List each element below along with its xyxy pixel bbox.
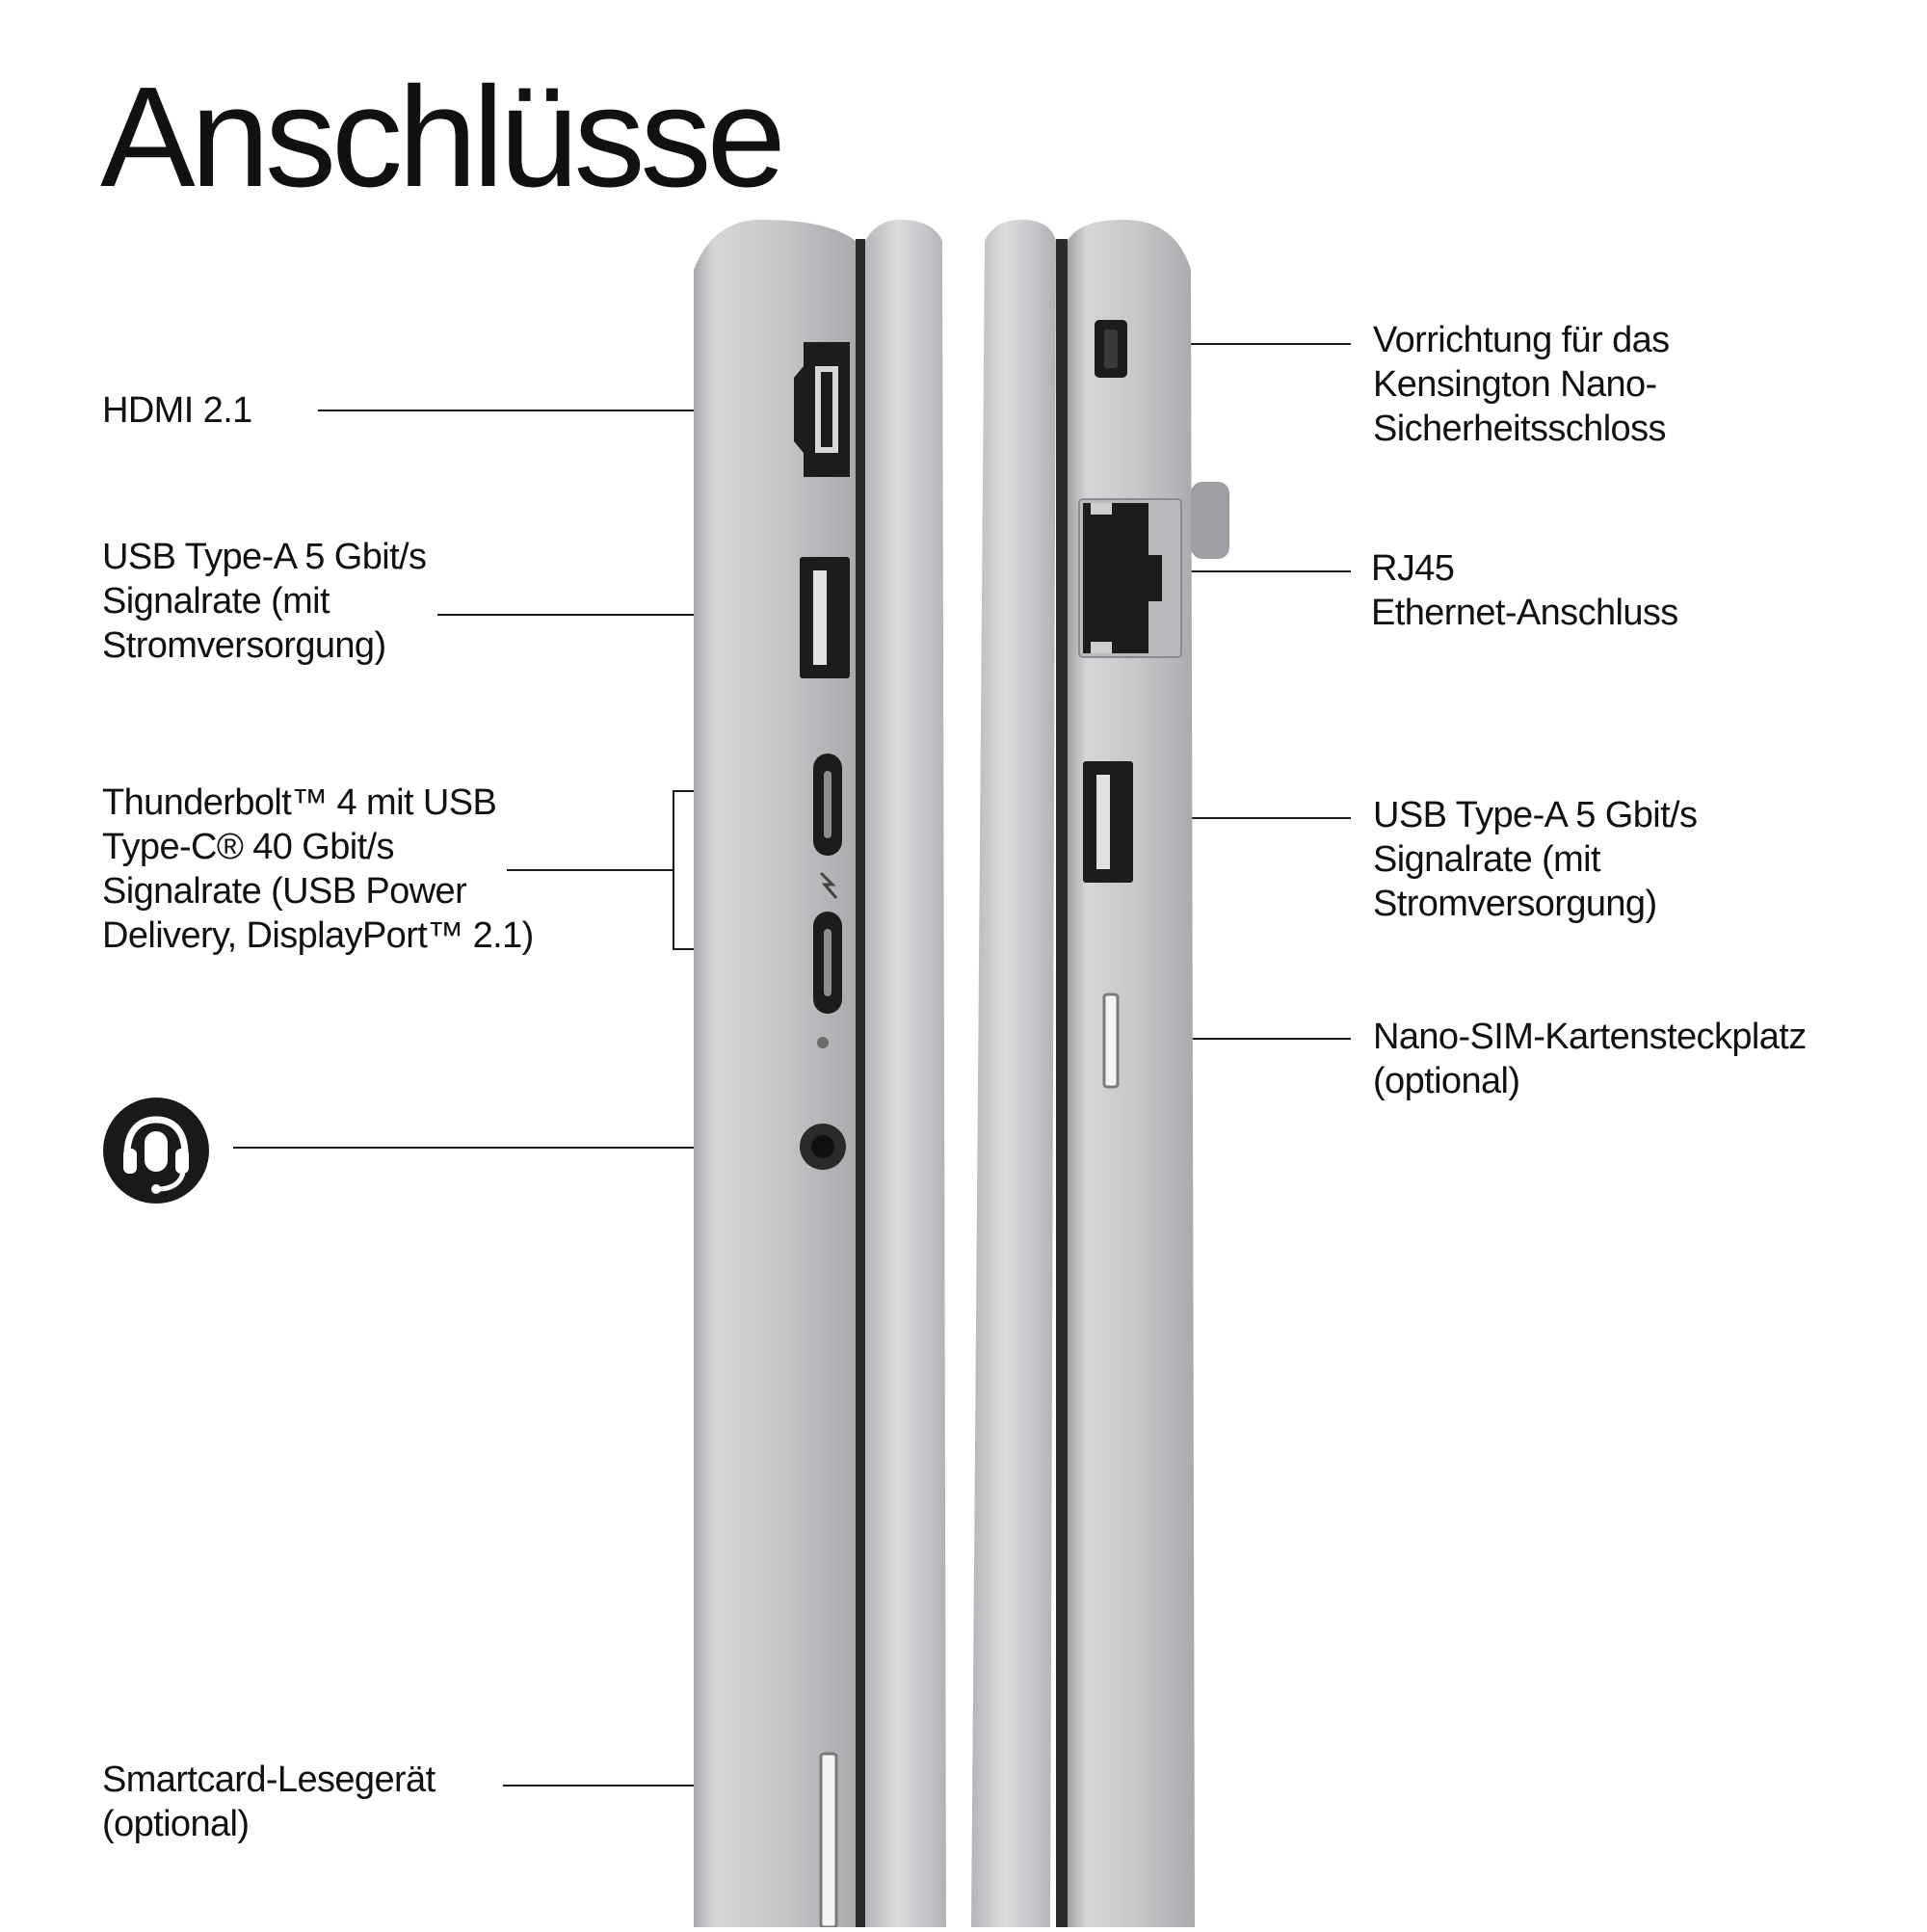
laptop-side-views bbox=[694, 212, 1233, 1927]
smartcard-label: Smartcard-Lesegerät (optional) bbox=[102, 1760, 436, 1844]
hdmi-leader-line bbox=[318, 410, 752, 411]
thunderbolt-label: Thunderbolt™ 4 mit USB Type-C® 40 Gbit/s Signalrate (USB Power Delivery, DisplayPort™ 2.1) bbox=[102, 782, 534, 956]
nano-sim-label: Nano-SIM-Kartensteckplatz (optional) bbox=[1373, 1017, 1807, 1101]
kensington-label: Vorrichtung für das Kensington Nano- Sicherheitsschloss bbox=[1373, 320, 1670, 449]
audio-leader-line bbox=[233, 1147, 746, 1149]
thunderbolt-leader-line bbox=[507, 869, 674, 871]
usb-a-right-label: USB Type-A 5 Gbit/s Signalrate (mit Stromversorgung) bbox=[1373, 795, 1698, 924]
page-title: Anschlüsse bbox=[100, 58, 781, 217]
hdmi-label: HDMI 2.1 bbox=[102, 390, 252, 431]
thunderbolt-bracket bbox=[673, 790, 674, 950]
headset-icon bbox=[102, 1097, 210, 1204]
rj45-label: RJ45 Ethernet-Anschluss bbox=[1371, 548, 1678, 633]
usb-a-left-label: USB Type-A 5 Gbit/s Signalrate (mit Stromversorgung) bbox=[102, 537, 427, 666]
